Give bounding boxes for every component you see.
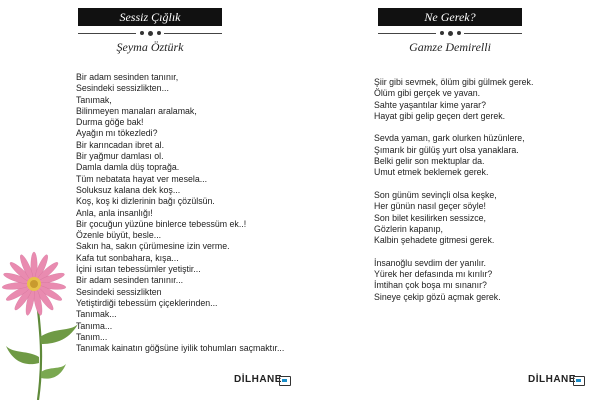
dilhane-logo: [528, 374, 584, 394]
stanza-gap: [374, 246, 594, 257]
logo-text: DİLHANE: [234, 374, 282, 385]
poem-line: Damla damla düş toprağa.: [76, 162, 180, 173]
poem-line: Son günüm sevinçli olsa keşke,: [374, 189, 497, 200]
poem-line: Ayağın mı tökezledi?: [76, 128, 158, 139]
poem-line: Bir yağmur damlası ol.: [76, 151, 164, 162]
poem-author: Gamze Demirelli: [409, 40, 491, 54]
poem-line: Bilinmeyen manaları aralamak,: [76, 105, 197, 116]
poem-body: [76, 72, 298, 354]
poem-line: Hayat gibi gelip geçen dert gerek.: [374, 110, 506, 121]
poem-line: Kalbin şehadete gitmesi gerek.: [374, 235, 495, 246]
right-page: [300, 0, 600, 400]
poem-line: Tanımak kainatın göğsüne iyilik tohumları saçmaktır...: [76, 343, 285, 354]
poem-line: Sesindeki sessizlikten: [76, 286, 162, 297]
poem-line: Sakın ha, sakın çürümesine izin verme.: [76, 241, 230, 252]
poem-line: Sineye çekip gözü açmak gerek.: [374, 291, 501, 302]
screen-badge-icon: [279, 376, 291, 386]
poem-title: Ne Gerek?: [378, 8, 522, 26]
poem-line: Şiir gibi sevmek, ölüm gibi gülmek gerek.: [374, 77, 534, 87]
poem-line: Tanım...: [76, 331, 108, 342]
poem-line: İnsanoğlu sevdim der yanılır.: [374, 257, 486, 268]
poem-line: İçini ısıtan tebessümler yetiştir...: [76, 264, 201, 275]
poem-line: Sesindeki sessizlikten...: [76, 83, 169, 94]
poem-line: Umut etmek beklemek gerek.: [374, 167, 489, 178]
poem-title: Sessiz Çığlık: [78, 8, 222, 26]
poem-line: Tüm nebatata hayat ver mesela...: [76, 173, 208, 184]
poem-line: Belki gelir son mektuplar da.: [374, 156, 485, 167]
logo-text: DİLHANE: [528, 374, 576, 385]
screen-badge-icon: [573, 376, 585, 386]
poem-line: Tanıma...: [76, 320, 113, 331]
poem-line: Yetiştirdiği tebessüm çiçeklerinden...: [76, 297, 218, 308]
poem-line: Bir karıncadan ibret al.: [76, 139, 165, 150]
poem-line: Bir adam sesinden tanınır...: [76, 275, 184, 286]
stanza-gap: [374, 179, 594, 190]
poem-line: Bir çocuğun yüzüne binlerce tebessüm ek..!: [76, 218, 247, 229]
poem-line: Kafa tut sonbahara, kışa...: [76, 252, 179, 263]
poem-line: Her günün nasıl geçer söyle!: [374, 201, 486, 212]
daisy-flower-icon: [0, 232, 80, 400]
poem-line: Sahte yaşantılar kime yarar?: [374, 99, 486, 110]
poem-line: Tanımak,: [76, 94, 112, 105]
poem-line: Bir adam sesinden tanınır,: [76, 72, 179, 82]
ornament-divider-icon: [78, 30, 222, 38]
poem-line: Şımarık bir gülüş yurt olsa yanaklara.: [374, 144, 519, 155]
dilhane-logo: [234, 374, 290, 394]
poem-line: Anla, anla insanlığı!: [76, 207, 153, 218]
ornament-divider-icon: [378, 30, 522, 38]
poem-line: Son bilet kesilirken sessizce,: [374, 212, 486, 223]
stanza-gap: [374, 122, 594, 133]
poem-line: Yürek her defasında mı kırılır?: [374, 269, 493, 280]
poem-line: Durma göğe bak!: [76, 117, 144, 128]
poem-line: Sevda yaman, gark olurken hüzünlere,: [374, 133, 525, 144]
poem-author: Şeyma Öztürk: [116, 40, 184, 54]
poem-body: [374, 77, 594, 303]
poem-line: Soluksuz kalana dek koş...: [76, 184, 181, 195]
poem-line: Ölüm gibi gerçek ve yavan.: [374, 88, 481, 99]
poem-line: İmtihan çok boşa mı sınanır?: [374, 280, 487, 291]
poem-line: Gözlerin kapanıp,: [374, 223, 443, 234]
poem-line: Tanımak...: [76, 309, 117, 320]
poem-line: Özenle büyüt, besle...: [76, 230, 162, 241]
poem-line: Koş, koş ki dizlerinin bağı çözülsün.: [76, 196, 215, 207]
